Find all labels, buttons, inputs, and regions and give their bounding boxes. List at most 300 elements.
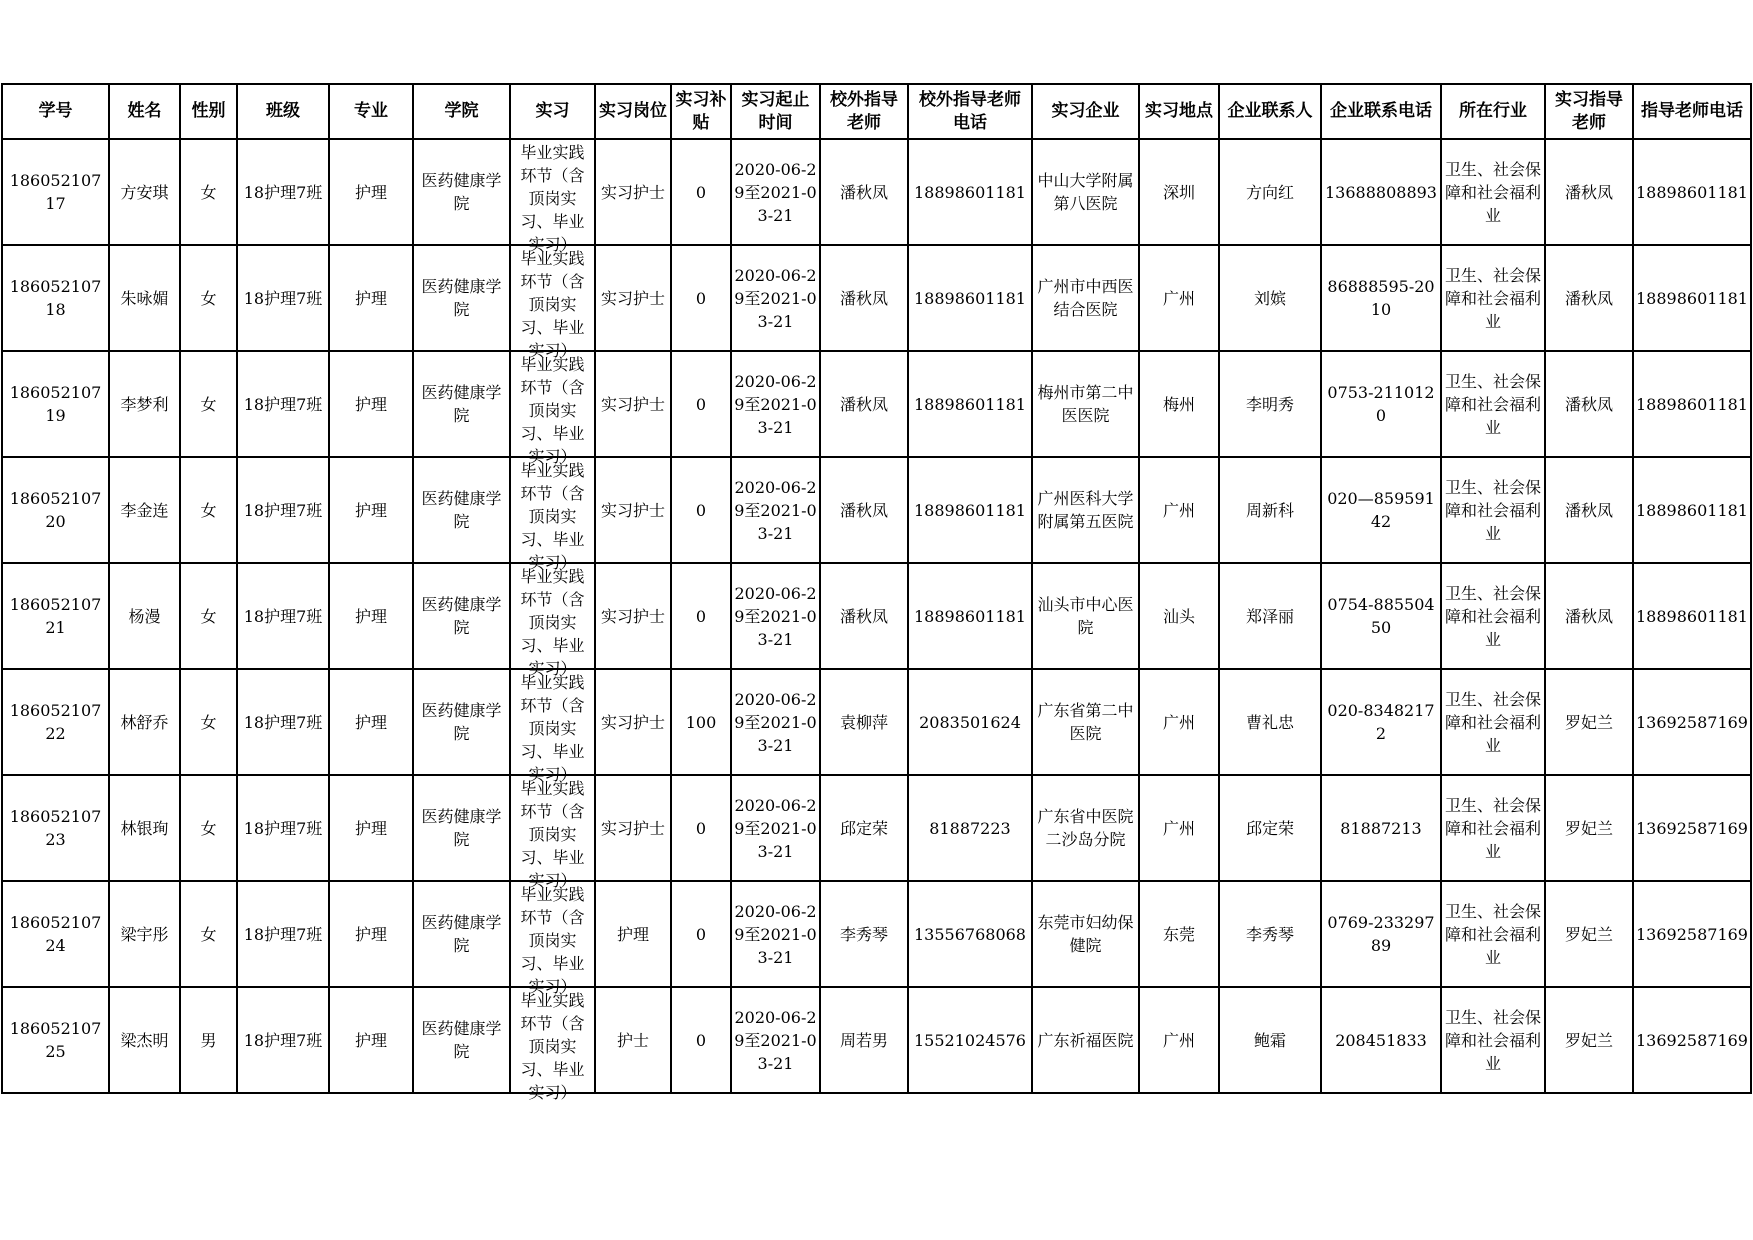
period-text: 2020-06-29至2021-03-21 — [734, 371, 817, 437]
internship-cell — [510, 457, 595, 572]
external-tutor-cell — [820, 775, 908, 881]
major-cell — [329, 881, 413, 987]
class-text: 18护理7班 — [243, 606, 323, 626]
major-text: 护理 — [354, 182, 387, 202]
student-id-cell — [2, 563, 109, 669]
header-major: 专业 — [329, 84, 413, 139]
major-cell — [329, 563, 413, 669]
tutor-phone-cell — [1633, 563, 1751, 669]
major-cell — [329, 775, 413, 881]
gender-cell — [180, 245, 237, 351]
location-cell — [1139, 775, 1219, 881]
student-id-cell — [2, 669, 109, 775]
company-phone-cell — [1321, 881, 1441, 987]
industry-cell — [1441, 139, 1545, 245]
position-text: 护理 — [616, 924, 649, 944]
name-cell — [109, 139, 180, 245]
subsidy-text: 0 — [695, 1030, 707, 1050]
header-company: 实习企业 — [1032, 84, 1139, 139]
location-cell — [1139, 881, 1219, 987]
company-contact-cell — [1219, 669, 1321, 775]
company-phone-text: 86888595-2010 — [1327, 277, 1435, 319]
tutor-phone-cell — [1633, 669, 1751, 775]
location-text: 深圳 — [1162, 182, 1195, 202]
period-cell — [731, 775, 820, 881]
period-text: 2020-06-29至2021-03-21 — [734, 583, 817, 649]
period-text: 2020-06-29至2021-03-21 — [734, 159, 817, 225]
college-text: 医药健康学院 — [421, 807, 502, 849]
subsidy-cell — [671, 139, 731, 245]
header-class: 班级 — [237, 84, 329, 139]
internship-cell — [510, 351, 595, 466]
company-phone-text: 020-83482172 — [1327, 701, 1435, 743]
company-text: 东莞市妇幼保健院 — [1037, 913, 1134, 955]
internship-text: 毕业实践环节（含顶岗实习、毕业实习） — [520, 355, 585, 466]
external-tutor-phone-cell — [908, 669, 1032, 775]
internship-table — [1, 83, 1752, 1102]
external-tutor-phone-text: 2083501624 — [919, 712, 1021, 732]
period-cell — [731, 987, 820, 1093]
major-text: 护理 — [354, 818, 387, 838]
company-phone-cell — [1321, 669, 1441, 775]
major-text: 护理 — [354, 288, 387, 308]
name-text: 林舒乔 — [120, 712, 169, 732]
tutor-text: 罗妃兰 — [1564, 1030, 1613, 1050]
industry-cell — [1441, 775, 1545, 881]
external-tutor-phone-text: 15521024576 — [914, 1030, 1026, 1050]
name-cell — [109, 457, 180, 563]
external-tutor-text: 周若男 — [839, 1030, 888, 1050]
header-period: 实习起止时间 — [731, 84, 820, 139]
company-text: 广东祈福医院 — [1037, 1030, 1134, 1050]
company-cell — [1032, 563, 1139, 669]
student-id-cell — [2, 245, 109, 351]
table-row — [2, 563, 1751, 669]
company-contact-text: 曹礼忠 — [1245, 712, 1294, 732]
company-cell — [1032, 881, 1139, 987]
table-row — [2, 139, 1751, 245]
subsidy-text: 0 — [695, 606, 707, 626]
company-contact-cell — [1219, 987, 1321, 1093]
company-contact-text: 李秀琴 — [1245, 924, 1294, 944]
period-cell — [731, 245, 820, 351]
class-cell — [237, 563, 329, 669]
name-text: 李梦利 — [120, 394, 169, 414]
period-text: 2020-06-29至2021-03-21 — [734, 689, 817, 755]
name-text: 朱咏媚 — [120, 288, 169, 308]
name-cell — [109, 881, 180, 987]
table-body — [2, 139, 1751, 1102]
industry-cell — [1441, 457, 1545, 563]
subsidy-cell — [671, 987, 731, 1093]
industry-text: 卫生、社会保障和社会福利业 — [1444, 159, 1541, 225]
name-cell — [109, 563, 180, 669]
tutor-cell — [1545, 987, 1633, 1093]
student-id-text: 18605210717 — [9, 171, 102, 213]
class-text: 18护理7班 — [243, 1030, 323, 1050]
company-cell — [1032, 351, 1139, 457]
position-cell — [595, 245, 671, 351]
header-external-tutor: 校外指导老师 — [820, 84, 908, 139]
company-cell — [1032, 457, 1139, 563]
company-contact-text: 郑泽丽 — [1245, 606, 1294, 626]
external-tutor-cell — [820, 457, 908, 563]
company-text: 梅州市第二中医医院 — [1037, 383, 1134, 425]
subsidy-cell — [671, 669, 731, 775]
external-tutor-phone-text: 13556768068 — [914, 924, 1026, 944]
gender-cell — [180, 563, 237, 669]
external-tutor-phone-text: 81887223 — [929, 818, 1011, 838]
table-row — [2, 775, 1751, 881]
college-cell — [413, 457, 510, 563]
class-cell — [237, 987, 329, 1093]
subsidy-cell — [671, 245, 731, 351]
industry-text: 卫生、社会保障和社会福利业 — [1444, 689, 1541, 755]
header-tutor: 实习指导老师 — [1545, 84, 1633, 139]
tutor-text: 罗妃兰 — [1564, 712, 1613, 732]
tutor-phone-text: 13692587169 — [1636, 818, 1748, 838]
gender-text: 女 — [200, 394, 217, 414]
industry-cell — [1441, 563, 1545, 669]
class-text: 18护理7班 — [243, 394, 323, 414]
student-id-text: 18605210724 — [9, 913, 102, 955]
position-cell — [595, 139, 671, 245]
company-contact-text: 刘嫔 — [1253, 288, 1286, 308]
subsidy-text: 0 — [695, 288, 707, 308]
tutor-phone-text: 18898601181 — [1636, 606, 1748, 626]
gender-text: 女 — [200, 606, 217, 626]
header-subsidy: 实习补贴 — [671, 84, 731, 139]
external-tutor-text: 李秀琴 — [839, 924, 888, 944]
tutor-phone-cell — [1633, 881, 1751, 987]
college-cell — [413, 669, 510, 775]
tutor-cell — [1545, 669, 1633, 775]
external-tutor-phone-cell — [908, 245, 1032, 351]
name-text: 梁杰明 — [120, 1030, 169, 1050]
location-text: 汕头 — [1162, 606, 1195, 626]
location-cell — [1139, 351, 1219, 457]
class-text: 18护理7班 — [243, 818, 323, 838]
position-text: 实习护士 — [600, 818, 665, 838]
student-id-cell — [2, 351, 109, 457]
external-tutor-phone-text: 18898601181 — [914, 182, 1026, 202]
class-text: 18护理7班 — [243, 500, 323, 520]
position-cell — [595, 881, 671, 987]
company-contact-cell — [1219, 881, 1321, 987]
subsidy-text: 0 — [695, 924, 707, 944]
internship-text: 毕业实践环节（含顶岗实习、毕业实习） — [520, 885, 585, 996]
company-phone-text: 0753-2110120 — [1327, 383, 1435, 425]
gender-text: 女 — [200, 712, 217, 732]
subsidy-text: 0 — [695, 182, 707, 202]
tutor-phone-text: 18898601181 — [1636, 182, 1748, 202]
company-contact-text: 邱定荣 — [1245, 818, 1294, 838]
internship-text: 毕业实践环节（含顶岗实习、毕业实习） — [520, 779, 585, 890]
external-tutor-phone-cell — [908, 139, 1032, 245]
company-cell — [1032, 245, 1139, 351]
company-text: 广州市中西医结合医院 — [1037, 277, 1134, 319]
table-row — [2, 351, 1751, 457]
major-cell — [329, 987, 413, 1093]
class-text: 18护理7班 — [243, 288, 323, 308]
period-text: 2020-06-29至2021-03-21 — [734, 265, 817, 331]
company-contact-text: 周新科 — [1245, 500, 1294, 520]
major-cell — [329, 457, 413, 563]
tutor-phone-cell — [1633, 987, 1751, 1093]
name-cell — [109, 351, 180, 457]
internship-cell — [510, 245, 595, 360]
name-text: 李金连 — [120, 500, 169, 520]
period-cell — [731, 139, 820, 245]
tutor-cell — [1545, 563, 1633, 669]
tutor-phone-text: 18898601181 — [1636, 394, 1748, 414]
period-cell — [731, 669, 820, 775]
subsidy-cell — [671, 881, 731, 987]
major-text: 护理 — [354, 1030, 387, 1050]
industry-text: 卫生、社会保障和社会福利业 — [1444, 795, 1541, 861]
position-text: 实习护士 — [600, 394, 665, 414]
company-text: 中山大学附属第八医院 — [1037, 171, 1134, 213]
college-cell — [413, 351, 510, 457]
company-contact-cell — [1219, 351, 1321, 457]
tutor-phone-cell — [1633, 775, 1751, 881]
major-text: 护理 — [354, 712, 387, 732]
external-tutor-phone-cell — [908, 987, 1032, 1093]
company-contact-text: 鲍霜 — [1253, 1030, 1286, 1050]
tutor-cell — [1545, 775, 1633, 881]
major-cell — [329, 351, 413, 457]
tutor-phone-text: 18898601181 — [1636, 288, 1748, 308]
industry-text: 卫生、社会保障和社会福利业 — [1444, 265, 1541, 331]
external-tutor-cell — [820, 987, 908, 1093]
company-phone-text: 0769-23329789 — [1327, 913, 1435, 955]
position-text: 实习护士 — [600, 182, 665, 202]
header-company-contact: 企业联系人 — [1219, 84, 1321, 139]
period-text: 2020-06-29至2021-03-21 — [734, 1007, 817, 1073]
college-cell — [413, 775, 510, 881]
college-text: 医药健康学院 — [421, 913, 502, 955]
table-header — [2, 84, 1751, 139]
header-external-tutor-phone: 校外指导老师电话 — [908, 84, 1032, 139]
position-text: 实习护士 — [600, 288, 665, 308]
table-row — [2, 457, 1751, 563]
tutor-phone-text: 13692587169 — [1636, 1030, 1748, 1050]
header-row — [2, 84, 1751, 139]
company-phone-cell — [1321, 139, 1441, 245]
class-text: 18护理7班 — [243, 924, 323, 944]
company-contact-cell — [1219, 139, 1321, 245]
tutor-phone-text: 18898601181 — [1636, 500, 1748, 520]
class-text: 18护理7班 — [243, 712, 323, 732]
company-cell — [1032, 139, 1139, 245]
industry-cell — [1441, 881, 1545, 987]
student-id-text: 18605210722 — [9, 701, 102, 743]
major-text: 护理 — [354, 606, 387, 626]
position-text: 护士 — [616, 1030, 649, 1050]
tutor-text: 潘秋凤 — [1564, 182, 1613, 202]
student-id-text: 18605210718 — [9, 277, 102, 319]
external-tutor-phone-cell — [908, 775, 1032, 881]
company-phone-text: 208451833 — [1335, 1030, 1427, 1050]
class-text: 18护理7班 — [243, 182, 323, 202]
company-phone-cell — [1321, 457, 1441, 563]
subsidy-text: 0 — [695, 394, 707, 414]
internship-text: 毕业实践环节（含顶岗实习、毕业实习） — [520, 991, 585, 1102]
industry-text: 卫生、社会保障和社会福利业 — [1444, 371, 1541, 437]
class-cell — [237, 351, 329, 457]
major-text: 护理 — [354, 394, 387, 414]
subsidy-cell — [671, 351, 731, 457]
internship-text: 毕业实践环节（含顶岗实习、毕业实习） — [520, 673, 585, 784]
student-id-cell — [2, 987, 109, 1093]
location-text: 广州 — [1162, 1030, 1195, 1050]
header-college: 学院 — [413, 84, 510, 139]
student-id-text: 18605210720 — [9, 489, 102, 531]
external-tutor-text: 潘秋凤 — [839, 500, 888, 520]
class-cell — [237, 457, 329, 563]
location-text: 梅州 — [1162, 394, 1195, 414]
period-cell — [731, 351, 820, 457]
external-tutor-text: 袁柳萍 — [839, 712, 888, 732]
tutor-text: 潘秋凤 — [1564, 288, 1613, 308]
company-contact-cell — [1219, 457, 1321, 563]
location-cell — [1139, 669, 1219, 775]
company-contact-text: 李明秀 — [1245, 394, 1294, 414]
industry-text: 卫生、社会保障和社会福利业 — [1444, 901, 1541, 967]
external-tutor-text: 潘秋凤 — [839, 182, 888, 202]
company-phone-cell — [1321, 563, 1441, 669]
position-cell — [595, 987, 671, 1093]
tutor-phone-cell — [1633, 139, 1751, 245]
name-text: 杨漫 — [128, 606, 161, 626]
company-contact-text: 方向红 — [1245, 182, 1294, 202]
gender-cell — [180, 351, 237, 457]
table-row — [2, 987, 1751, 1093]
position-text: 实习护士 — [600, 606, 665, 626]
gender-cell — [180, 457, 237, 563]
location-cell — [1139, 139, 1219, 245]
company-contact-cell — [1219, 563, 1321, 669]
header-company-phone: 企业联系电话 — [1321, 84, 1441, 139]
subsidy-cell — [671, 457, 731, 563]
gender-text: 女 — [200, 182, 217, 202]
gender-text: 女 — [200, 500, 217, 520]
name-cell — [109, 669, 180, 775]
external-tutor-text: 邱定荣 — [839, 818, 888, 838]
location-text: 广州 — [1162, 500, 1195, 520]
table-row — [2, 245, 1751, 351]
company-cell — [1032, 987, 1139, 1093]
tutor-phone-cell — [1633, 351, 1751, 457]
external-tutor-cell — [820, 881, 908, 987]
header-student-id: 学号 — [2, 84, 109, 139]
student-id-cell — [2, 139, 109, 245]
header-name: 姓名 — [109, 84, 180, 139]
gender-cell — [180, 139, 237, 245]
college-text: 医药健康学院 — [421, 383, 502, 425]
position-text: 实习护士 — [600, 712, 665, 732]
header-tutor-phone: 指导老师电话 — [1633, 84, 1751, 139]
name-cell — [109, 775, 180, 881]
tutor-phone-cell — [1633, 245, 1751, 351]
name-text: 方安琪 — [120, 182, 169, 202]
major-text: 护理 — [354, 500, 387, 520]
subsidy-text: 100 — [685, 712, 717, 732]
header-internship: 实习 — [510, 84, 595, 139]
tutor-text: 罗妃兰 — [1564, 924, 1613, 944]
location-cell — [1139, 457, 1219, 563]
period-cell — [731, 881, 820, 987]
class-cell — [237, 245, 329, 351]
location-text: 广州 — [1162, 818, 1195, 838]
internship-text: 毕业实践环节（含顶岗实习、毕业实习） — [520, 143, 585, 254]
subsidy-text: 0 — [695, 818, 707, 838]
internship-cell — [510, 563, 595, 678]
class-cell — [237, 775, 329, 881]
company-cell — [1032, 669, 1139, 775]
industry-cell — [1441, 351, 1545, 457]
external-tutor-cell — [820, 139, 908, 245]
student-id-cell — [2, 775, 109, 881]
college-cell — [413, 139, 510, 245]
gender-text: 女 — [200, 288, 217, 308]
tutor-cell — [1545, 139, 1633, 245]
tutor-text: 罗妃兰 — [1564, 818, 1613, 838]
college-cell — [413, 563, 510, 669]
header-industry: 所在行业 — [1441, 84, 1545, 139]
internship-text: 毕业实践环节（含顶岗实习、毕业实习） — [520, 249, 585, 360]
company-cell — [1032, 775, 1139, 881]
external-tutor-phone-cell — [908, 351, 1032, 457]
tutor-text: 潘秋凤 — [1564, 394, 1613, 414]
subsidy-text: 0 — [695, 500, 707, 520]
internship-cell — [510, 669, 595, 784]
internship-cell — [510, 775, 595, 890]
period-text: 2020-06-29至2021-03-21 — [734, 477, 817, 543]
external-tutor-phone-text: 18898601181 — [914, 500, 1026, 520]
external-tutor-cell — [820, 351, 908, 457]
company-phone-cell — [1321, 987, 1441, 1093]
name-cell — [109, 245, 180, 351]
table-row — [2, 881, 1751, 987]
gender-cell — [180, 669, 237, 775]
company-contact-cell — [1219, 245, 1321, 351]
company-phone-text: 81887213 — [1340, 818, 1422, 838]
major-cell — [329, 139, 413, 245]
student-id-cell — [2, 881, 109, 987]
gender-cell — [180, 775, 237, 881]
student-id-cell — [2, 457, 109, 563]
position-cell — [595, 457, 671, 563]
student-id-text: 18605210721 — [9, 595, 102, 637]
major-text: 护理 — [354, 924, 387, 944]
location-cell — [1139, 987, 1219, 1093]
external-tutor-phone-cell — [908, 563, 1032, 669]
industry-text: 卫生、社会保障和社会福利业 — [1444, 583, 1541, 649]
external-tutor-phone-text: 18898601181 — [914, 606, 1026, 626]
period-text: 2020-06-29至2021-03-21 — [734, 901, 817, 967]
company-phone-text: 0754-88550450 — [1327, 595, 1435, 637]
internship-text: 毕业实践环节（含顶岗实习、毕业实习） — [520, 567, 585, 678]
external-tutor-phone-cell — [908, 881, 1032, 987]
location-cell — [1139, 563, 1219, 669]
tutor-cell — [1545, 457, 1633, 563]
external-tutor-phone-cell — [908, 457, 1032, 563]
company-text: 广东省中医院二沙岛分院 — [1037, 807, 1134, 849]
header-gender: 性别 — [180, 84, 237, 139]
tutor-phone-text: 13692587169 — [1636, 712, 1748, 732]
company-phone-cell — [1321, 775, 1441, 881]
